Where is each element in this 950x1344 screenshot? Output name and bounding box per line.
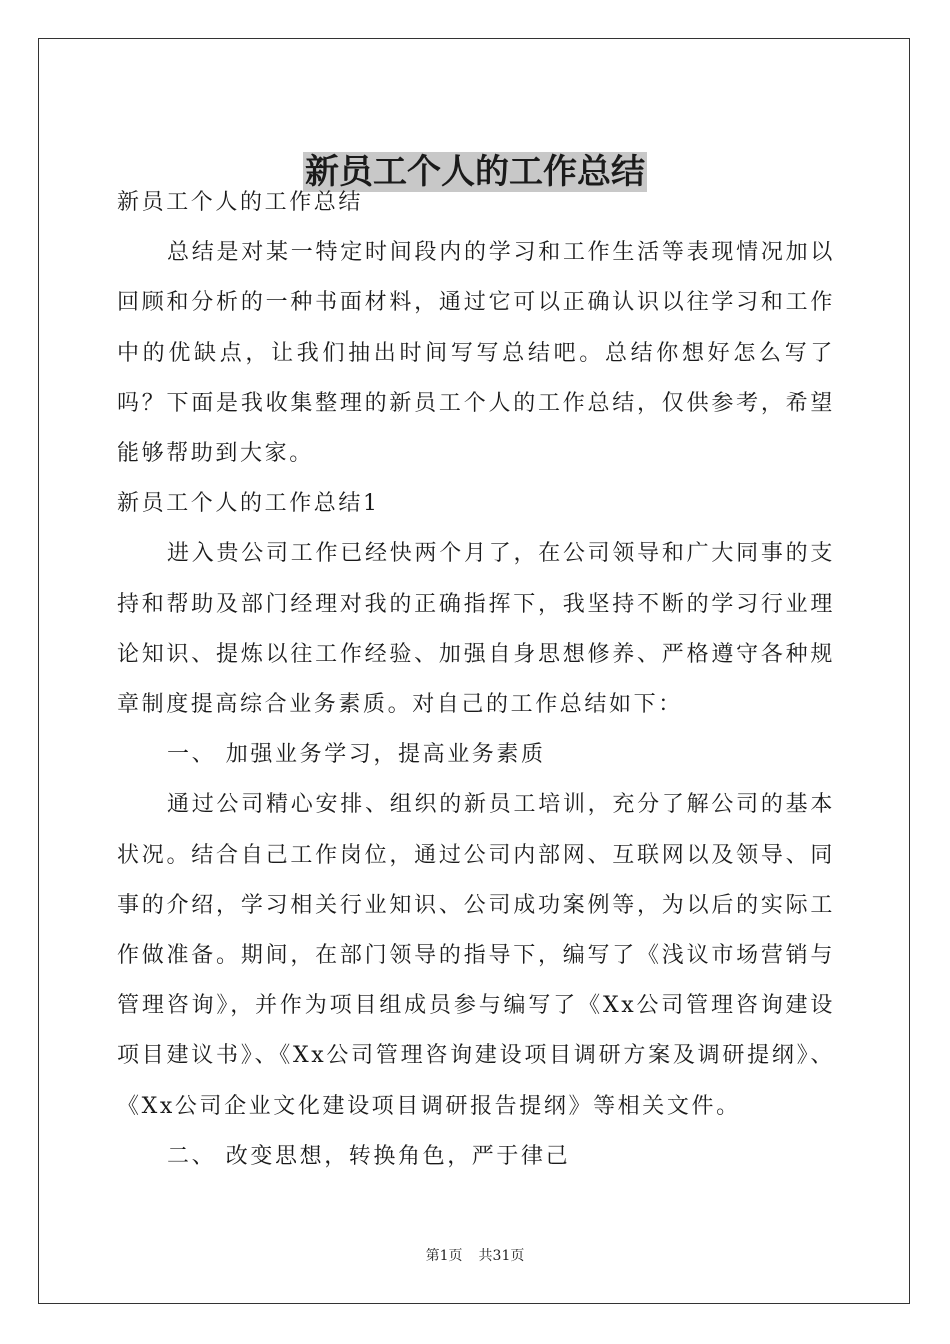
page-total: 共31页 [478, 1248, 525, 1264]
section-title-1: 新员工个人的工作总结1 [117, 491, 380, 517]
section-heading-1: 一、 加强业务学习，提高业务素质 [167, 742, 546, 768]
section-heading-2: 二、 改变思想，转换角色，严于律己 [167, 1143, 571, 1169]
body-paragraph: 进入贵公司工作已经快两个月了，在公司领导和广大同事的支持和帮助及部门经理对我的正确指挥下，我坚持不断的学习行业理论知识、提炼以往工作经验、加强自身思想修养、严格遵守各种规章制度提高综合业务素质。对自己的工作总结如下： [117, 541, 835, 718]
body-paragraph: 通过公司精心安排、组织的新员工培训，充分了解公司的基本状况。结合自己工作岗位，通过公司内部网、互联网以及领导、同事的介绍，学习相关行业知识、公司成功案例等，为以后的实际工作做准备。期间，在部门领导的指导下，编写了《浅议市场营销与管理咨询》，并作为项目组成员参与编写了《Xx公司管理咨询建设项目建议书》、《Xx公司管理咨询建设项目调研方案及调研提纲》、《Xx公司企业文化建设项目调研报告提纲》等相关文件。 [117, 792, 835, 1119]
subtitle-paragraph: 新员工个人的工作总结 [117, 190, 364, 215]
document-title-text: 新员工个人的工作总结 [305, 151, 645, 192]
page-number: 第1页 [425, 1248, 463, 1264]
document-body [117, 178, 835, 1182]
page-footer [0, 1246, 950, 1266]
intro-paragraph: 总结是对某一特定时间段内的学习和工作生活等表现情况加以回顾和分析的一种书面材料，通过它可以正确认识以往学习和工作中的优缺点，让我们抽出时间写写总结吧。总结你想好怎么写了吗？下面是我收集整理的新员工个人的工作总结，仅供参考，希望能够帮助到大家。 [117, 240, 835, 467]
